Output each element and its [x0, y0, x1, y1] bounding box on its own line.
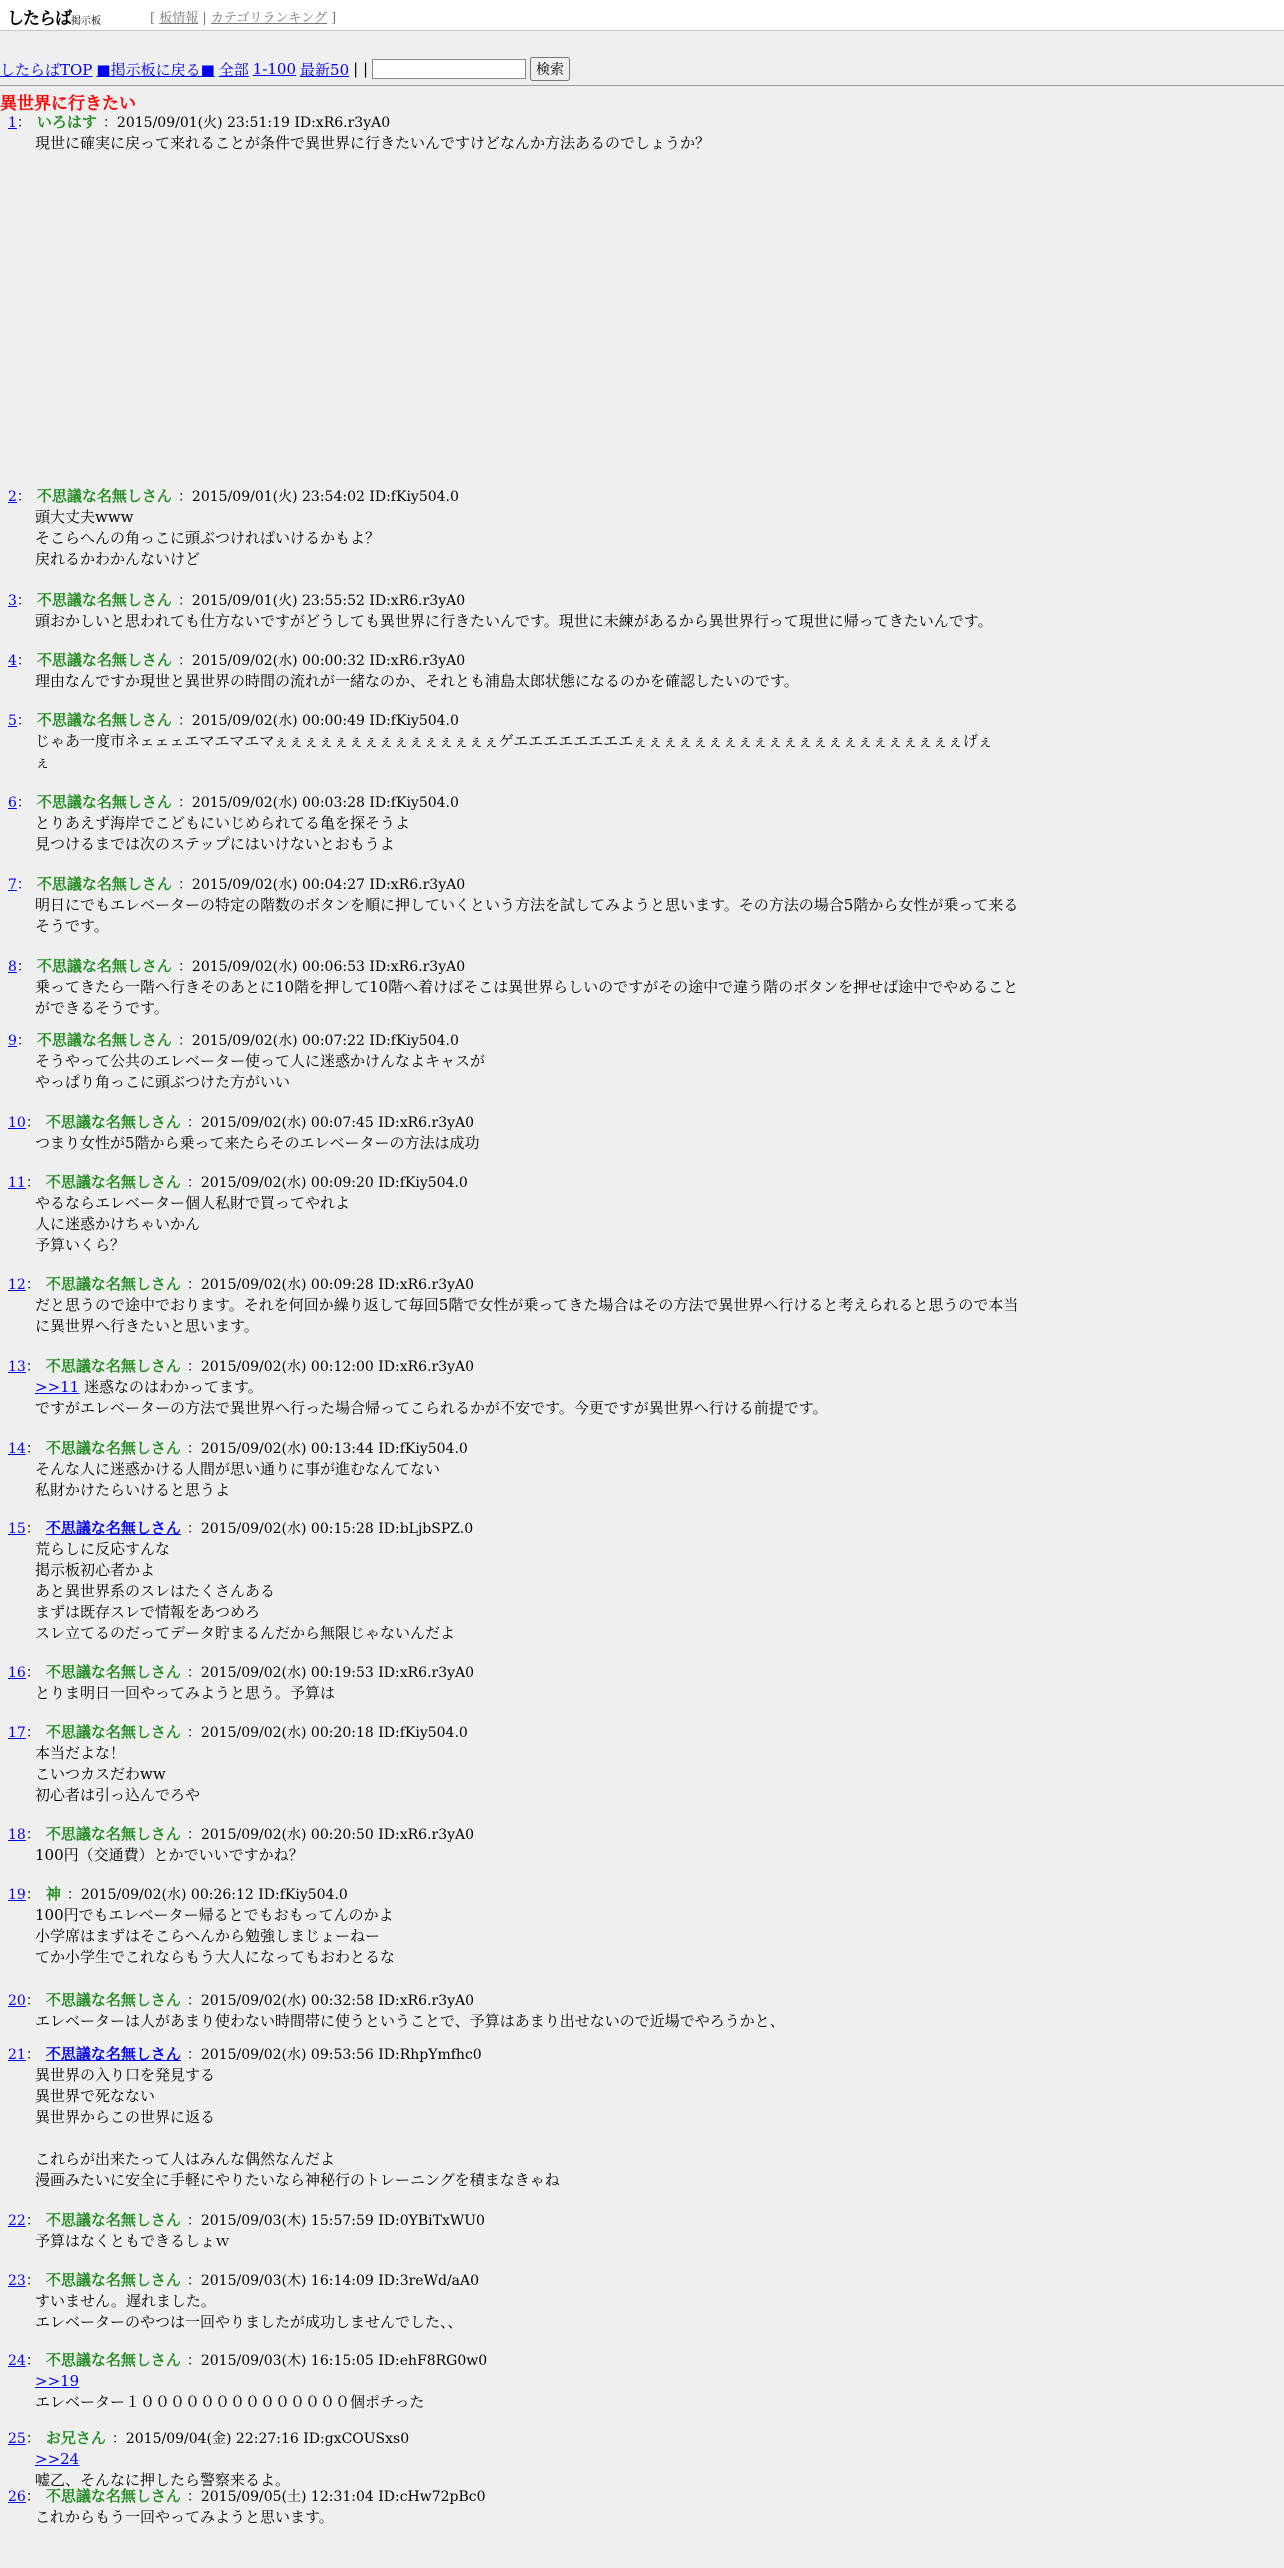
post-body [35, 2291, 1098, 2333]
post-meta: ：2015/09/05(土) 12:31:04 ID:cHw72pBc0 [186, 2489, 486, 2505]
post-body [35, 611, 1098, 632]
post-body [35, 2449, 1098, 2491]
post-meta: ：2015/09/02(水) 09:53:56 ID:RhpYmfhc0 [186, 2047, 482, 2063]
poster-name: 不思議な名無しさん [36, 711, 172, 729]
poster-name: 不思議な名無しさん [45, 2487, 181, 2505]
post-text: とりま明日一回やってみようと思う。予算は [35, 1684, 336, 1702]
post [8, 2210, 1098, 2252]
post-text: とりあえず海岸でこどもにいじめられてる亀を探そうよ 見つけるまでは次のステップにはいけないとおもうよ [35, 814, 411, 853]
post-body [35, 1133, 1098, 1154]
post-meta: ：2015/09/04(金) 22:27:16 ID:gxCOUSxs0 [111, 2431, 410, 2447]
post-number-link[interactable]: 1 [8, 115, 17, 131]
poster-name: 不思議な名無しさん [45, 1113, 181, 1131]
post-header [8, 1438, 1098, 1459]
poster-name: 不思議な名無しさん [45, 1357, 181, 1375]
post-number-colon: ： [16, 593, 31, 609]
post [8, 2044, 1098, 2191]
post-header [8, 1662, 1098, 1683]
post-meta: ：2015/09/01(火) 23:55:52 ID:xR6.r3yA0 [177, 593, 466, 609]
post [8, 1030, 1098, 1093]
poster-name: 不思議な名無しさん [45, 1439, 181, 1457]
post-header [8, 1990, 1098, 2011]
poster-name: 不思議な名無しさん [45, 2351, 181, 2369]
post-number-link[interactable]: 21 [8, 2047, 26, 2063]
post-header [8, 792, 1098, 813]
post-number-colon: ： [25, 1115, 40, 1131]
poster-name: 不思議な名無しさん [45, 2211, 181, 2229]
post-text: そうやって公共のエレベーター使って人に迷惑かけんなよキャスが やっぱり角っこに頭ぶつけた方がいい [35, 1052, 486, 1091]
post-number-colon: ： [16, 115, 31, 131]
post-meta: ：2015/09/01(火) 23:51:19 ID:xR6.r3yA0 [102, 115, 391, 131]
post-text: そんな人に迷惑かける人間が思い通りに事が進むなんてない 私財かけたらいけると思うよ [35, 1460, 441, 1499]
post-meta: ：2015/09/02(水) 00:00:49 ID:fKiy504.0 [177, 713, 459, 729]
post [8, 2486, 1098, 2528]
post-header [8, 2210, 1098, 2231]
post-header [8, 650, 1098, 671]
post-text: 100円でもエレベーター帰るとでもおもってんのかよ 小学席はまずはそこらへんから勉強しまじょーねー てか小学生でこれならもう大人になってもおわとるな [35, 1906, 396, 1966]
poster-name: 不思議な名無しさん [36, 793, 172, 811]
poster-name: 不思議な名無しさん [45, 1173, 181, 1191]
post-body [35, 731, 1098, 773]
post-meta: ：2015/09/02(水) 00:15:28 ID:bLjbSPZ.0 [186, 1521, 474, 1537]
post-number-link[interactable]: 18 [8, 1827, 26, 1843]
poster-name: いろはす [36, 113, 97, 131]
post [8, 1356, 1098, 1419]
poster-name: 不思議な名無しさん [45, 1663, 181, 1681]
post [8, 1438, 1098, 1501]
site-logo[interactable]: したらば掲示板 [7, 9, 101, 29]
post-text: すいません。遅れました。 エレベーターのやつは一回やりましたが成功しませんでした、、 [35, 2292, 463, 2331]
poster-name[interactable]: 不思議な名無しさん [45, 1519, 181, 1537]
post-number-colon: ： [16, 713, 31, 729]
post [8, 1112, 1098, 1154]
post-text: 理由なんですか現世と異世界の時間の流れが一緒なのか、それとも浦島太郎状態になるのかを確認したいのです。 [35, 672, 799, 690]
post-text: 荒らしに反応すんな 掲示板初心者かよ あと異世界系のスレはたくさんある まずは既存スレで情報をあつめろ スレ立てるのだってデータ貯まるんだから無限じゃないんだよ [35, 1540, 456, 1642]
range-link[interactable]: 1-100 [252, 60, 297, 78]
post-text: 100円（交通費）とかでいいですかね？ [35, 1846, 304, 1864]
poster-name[interactable]: 不思議な名無しさん [45, 2045, 181, 2063]
category-ranking-link[interactable]: カテゴリランキング [210, 11, 327, 26]
search-input[interactable] [372, 59, 526, 79]
post-meta: ：2015/09/02(水) 00:26:12 ID:fKiy504.0 [66, 1887, 348, 1903]
post [8, 650, 1098, 692]
post [8, 710, 1098, 773]
post-header [8, 2350, 1098, 2371]
poster-name: 不思議な名無しさん [36, 875, 172, 893]
post-meta: ：2015/09/02(水) 00:20:18 ID:fKiy504.0 [186, 1725, 468, 1741]
post [8, 112, 1098, 154]
post-body [35, 1743, 1098, 1806]
post-body [35, 2231, 1098, 2252]
post-meta: ：2015/09/02(水) 00:12:00 ID:xR6.r3yA0 [186, 1359, 475, 1375]
post-meta: ：2015/09/02(水) 00:04:27 ID:xR6.r3yA0 [177, 877, 466, 893]
post-number-link[interactable]: 19 [8, 1887, 26, 1903]
post-body [35, 895, 1098, 937]
post-number-link[interactable]: 23 [8, 2273, 26, 2289]
post-header [8, 1030, 1098, 1051]
post [8, 792, 1098, 855]
post-number-link[interactable]: 10 [8, 1115, 26, 1131]
post-text: やるならエレベーター個人私財で買ってやれよ 人に迷惑かけちゃいかん 予算いくら？ [35, 1194, 351, 1254]
post [8, 1824, 1098, 1866]
post-number-colon: ： [16, 795, 31, 811]
reply-anchor-link[interactable]: >>11 [35, 1378, 80, 1396]
post [8, 1274, 1098, 1337]
post-number-link[interactable]: 12 [8, 1277, 26, 1293]
post-number-colon: ： [25, 1175, 40, 1191]
post-body [35, 2507, 1098, 2528]
post-body [35, 813, 1098, 855]
post-number-link[interactable]: 25 [8, 2431, 26, 2447]
post [8, 956, 1098, 1019]
thread-nav [0, 56, 570, 82]
post-body [35, 133, 1098, 154]
post [8, 486, 1098, 570]
poster-name: 神 [45, 1885, 61, 1903]
poster-name: 不思議な名無しさん [45, 1991, 181, 2009]
post-text: 乗ってきたら一階へ行きそのあとに10階を押して10階へ着けばそこは異世界らしいのですがその途中で違う階のボタンを押せば途中でやめること ができるそうです。 [35, 978, 1019, 1017]
poster-name: 不思議な名無しさん [45, 1825, 181, 1843]
post-header [8, 710, 1098, 731]
post-number-link[interactable]: 4 [8, 653, 17, 669]
post-meta: ：2015/09/03(木) 15:57:59 ID:0YBiTxWU0 [186, 2213, 485, 2229]
post-body [35, 1295, 1098, 1337]
post-header [8, 1112, 1098, 1133]
post [8, 2350, 1098, 2413]
back-to-board-link[interactable]: ■掲示板に戻る■ [96, 60, 215, 79]
post-number-colon: ： [25, 1521, 40, 1537]
post-number-colon: ： [25, 2047, 40, 2063]
post [8, 1722, 1098, 1806]
post-header [8, 1172, 1098, 1193]
post-header [8, 1884, 1098, 1905]
post-header [8, 2428, 1098, 2449]
post-header [8, 1518, 1098, 1539]
post-body [35, 1193, 1098, 1256]
post-meta: ：2015/09/02(水) 00:09:20 ID:fKiy504.0 [186, 1175, 468, 1191]
post-meta: ：2015/09/02(水) 00:13:44 ID:fKiy504.0 [186, 1441, 468, 1457]
post-body [35, 1539, 1098, 1644]
post-text: これからもう一回やってみようと思います。 [35, 2508, 334, 2526]
post-number-colon: ： [25, 1359, 40, 1375]
post-number-colon: ： [16, 877, 31, 893]
post-meta: ：2015/09/03(木) 16:15:05 ID:ehF8RG0w0 [186, 2353, 488, 2369]
post-meta: ：2015/09/02(水) 00:07:45 ID:xR6.r3yA0 [186, 1115, 475, 1131]
post-number-colon: ： [25, 1665, 40, 1681]
post-number-link[interactable]: 11 [8, 1175, 26, 1191]
post-body [35, 671, 1098, 692]
post [8, 1662, 1098, 1704]
post-header [8, 590, 1098, 611]
post-header [8, 1274, 1098, 1295]
post [8, 2428, 1098, 2491]
post-number-link[interactable]: 24 [8, 2353, 26, 2369]
post-number-link[interactable]: 20 [8, 1993, 26, 2009]
post-number-link[interactable]: 9 [8, 1033, 17, 1049]
post-text: じゃあ一度市ネェェェエマエマエマぇぇぇぇぇぇぇぇぇぇぇぇぇぇぇゲエエエエエエエエぇぇぇぇぇぇぇぇぇぇぇぇぇぇぇぇぇぇぇぇぇぇげぇ ぇ [35, 732, 993, 771]
post [8, 2270, 1098, 2333]
post-number-colon: ： [25, 1827, 40, 1843]
shitaraba-top-link[interactable]: したらばTOP [0, 60, 93, 79]
post-number-link[interactable]: 2 [8, 489, 17, 505]
post-text: 異世界の入り口を発見する 異世界で死なない 異世界からこの世界に返る これらが出来たって人はみんな偶然なんだよ 漫画みたいに安全に手軽にやりたいなら神秘行のトレーニングを積まなきゃね [35, 2066, 560, 2189]
post-number-colon: ： [25, 2431, 40, 2447]
post-body [35, 2371, 1098, 2413]
poster-name: 不思議な名無しさん [36, 487, 172, 505]
post-number-link[interactable]: 22 [8, 2213, 26, 2229]
post-number-link[interactable]: 5 [8, 713, 17, 729]
post-body [35, 1377, 1098, 1419]
post-text: 明日にでもエレベーターの特定の階数のボタンを順に押していくという方法を試してみようと思います。その方法の場合5階から女性が乗って来る そうです。 [35, 896, 1019, 935]
all-posts-link[interactable]: 全部 [218, 60, 249, 79]
post-text: 嘘乙、そんなに押したら警察来るよ。 [35, 2471, 291, 2489]
post-number-link[interactable]: 7 [8, 877, 17, 893]
post-number-colon: ： [16, 959, 31, 975]
post-number-colon: ： [16, 653, 31, 669]
post-meta: ：2015/09/01(火) 23:54:02 ID:fKiy504.0 [177, 489, 459, 505]
thread-title: 異世界に行きたい [0, 94, 136, 114]
post-meta: ：2015/09/03(木) 16:14:09 ID:3reWd/aA0 [186, 2273, 480, 2289]
post-number-link[interactable]: 16 [8, 1665, 26, 1681]
post-meta: ：2015/09/02(水) 00:03:28 ID:fKiy504.0 [177, 795, 459, 811]
poster-name: 不思議な名無しさん [36, 957, 172, 975]
post [8, 874, 1098, 937]
post-body [35, 1905, 1098, 1968]
post-header [8, 2044, 1098, 2065]
post-body [35, 1845, 1098, 1866]
poster-name: 不思議な名無しさん [45, 1275, 181, 1293]
post [8, 1172, 1098, 1256]
post-body [35, 1683, 1098, 1704]
poster-name: 不思議な名無しさん [45, 1723, 181, 1741]
post-header [8, 956, 1098, 977]
post-number-colon: ： [25, 1887, 40, 1903]
post-meta: ：2015/09/02(水) 00:06:53 ID:xR6.r3yA0 [177, 959, 466, 975]
post-text: 迷惑なのはわかってます。 ですがエレベーターの方法で異世界へ行った場合帰ってこられるかが不安です。今更ですが異世界へ行ける前提です。 [35, 1378, 828, 1417]
post [8, 590, 1098, 632]
post [8, 1518, 1098, 1644]
post-header [8, 1356, 1098, 1377]
post-number-link[interactable]: 8 [8, 959, 17, 975]
post-text: 現世に確実に戻って来れることが条件で異世界に行きたいんですけどなんか方法あるのでしょうか？ [35, 134, 711, 152]
poster-name: お兄さん [45, 2429, 106, 2447]
post-text: つまり女性が5階から乗って来たらそのエレベーターの方法は成功 [35, 1134, 480, 1152]
header-links: [ 板情報 | カテゴリランキング ] [150, 11, 337, 26]
post-body [35, 2011, 1098, 2032]
post-number-colon: ： [25, 2273, 40, 2289]
poster-name: 不思議な名無しさん [36, 591, 172, 609]
post [8, 1884, 1098, 1968]
post-body [35, 977, 1098, 1019]
post-number-link[interactable]: 14 [8, 1441, 26, 1457]
post-number-colon: ： [25, 1277, 40, 1293]
post-number-link[interactable]: 17 [8, 1725, 26, 1741]
post [8, 1990, 1098, 2032]
post-number-colon: ： [25, 2489, 40, 2505]
post-text: 頭おかしいと思われても仕方ないですがどうしても異世界に行きたいんです。現世に未練があるから異世界行って現世に帰ってきたいんです。 [35, 612, 993, 630]
post-body [35, 507, 1098, 570]
post-header [8, 2270, 1098, 2291]
post-number-colon: ： [25, 1725, 40, 1741]
post-meta: ：2015/09/02(水) 00:00:32 ID:xR6.r3yA0 [177, 653, 466, 669]
post-number-colon: ： [25, 1993, 40, 2009]
reply-anchor-link[interactable]: >>24 [35, 2450, 80, 2468]
divider [0, 85, 1284, 86]
post-text: 本当だよな！ こいつカスだわww 初心者は引っ込んでろや [35, 1744, 201, 1804]
nav-separator: | | [353, 60, 369, 78]
post-number-link[interactable]: 26 [8, 2489, 26, 2505]
post-meta: ：2015/09/02(水) 00:32:58 ID:xR6.r3yA0 [186, 1993, 475, 2009]
post-number-colon: ： [25, 2353, 40, 2369]
post-meta: ：2015/09/02(水) 00:07:22 ID:fKiy504.0 [177, 1033, 459, 1049]
post-number-link[interactable]: 15 [8, 1521, 26, 1537]
reply-anchor-link[interactable]: >>19 [35, 2372, 80, 2390]
post-number-colon: ： [25, 1441, 40, 1457]
latest-50-link[interactable]: 最新50 [300, 60, 350, 79]
header-bar [0, 0, 1284, 31]
post-header [8, 1722, 1098, 1743]
post-number-link[interactable]: 6 [8, 795, 17, 811]
post-text: 頭大丈夫www そこらへんの角っこに頭ぶつければいけるかもよ？ 戻れるかわかんないけど [35, 508, 381, 568]
post-body [35, 1459, 1098, 1501]
post-number-link[interactable]: 13 [8, 1359, 26, 1375]
post-meta: ：2015/09/02(水) 00:09:28 ID:xR6.r3yA0 [186, 1277, 475, 1293]
post-number-link[interactable]: 3 [8, 593, 17, 609]
post-text: 予算はなくともできるしょｗ [35, 2232, 231, 2250]
post-header [8, 486, 1098, 507]
post-header [8, 112, 1098, 133]
poster-name: 不思議な名無しさん [36, 1031, 172, 1049]
post-text: だと思うので途中でおります。それを何回か繰り返して毎回5階で女性が乗ってきた場合はその方法で異世界へ行けると考えられると思うので本当 に異世界へ行きたいと思います。 [35, 1296, 1019, 1335]
post-header [8, 2486, 1098, 2507]
post-text: エレベーター１００００００００００００００個ポチった [35, 2393, 425, 2411]
post-meta: ：2015/09/02(水) 00:19:53 ID:xR6.r3yA0 [186, 1665, 475, 1681]
post-header [8, 874, 1098, 895]
poster-name: 不思議な名無しさん [36, 651, 172, 669]
search-button[interactable]: 検索 [530, 57, 570, 81]
post-number-colon: ： [16, 489, 31, 505]
post-header [8, 1824, 1098, 1845]
post-text: エレベーターは人があまり使わない時間帯に使うということで、予算はあまり出せないので近場でやろうかと、 [35, 2012, 785, 2030]
poster-name: 不思議な名無しさん [45, 2271, 181, 2289]
post-body [35, 1051, 1098, 1093]
post-body [35, 2065, 1098, 2191]
post-number-colon: ： [16, 1033, 31, 1049]
board-info-link[interactable]: 板情報 [159, 11, 199, 26]
post-number-colon: ： [25, 2213, 40, 2229]
post-meta: ：2015/09/02(水) 00:20:50 ID:xR6.r3yA0 [186, 1827, 475, 1843]
